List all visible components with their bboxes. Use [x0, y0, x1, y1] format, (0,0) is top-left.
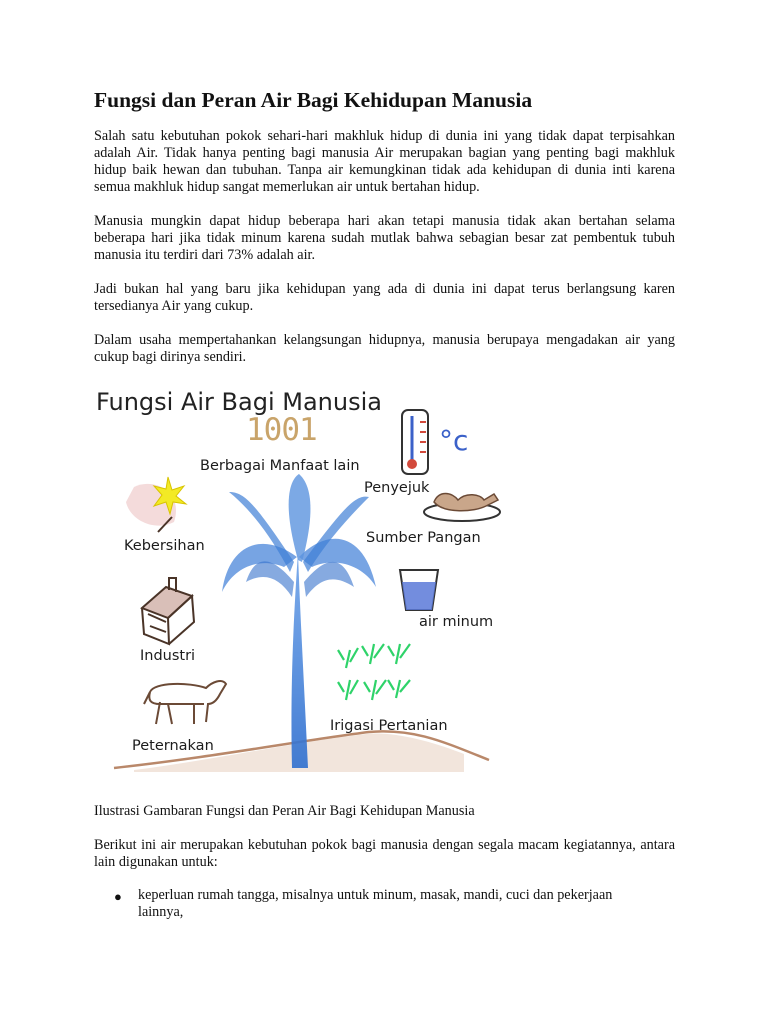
illustration-title: Fungsi Air Bagi Manusia [96, 388, 382, 416]
list-item [94, 887, 638, 921]
label-air-minum: air minum [419, 614, 494, 630]
paragraph-2: Manusia mungkin dapat hidup beberapa hari akan tetapi manusia tidak akan bertahan selama beberapa hari jika tidak minum karena sudah mutlak bahwa sebagian besar zat pembentuk tubuh manusia itu terdiri dari 73% adalah air. [94, 213, 675, 263]
sun-icon [126, 477, 186, 532]
illustration [94, 382, 506, 772]
celsius-unit: °c [439, 424, 469, 457]
list-item-text: keperluan rumah tangga, misalnya untuk minum, masak, mandi, cuci dan pekerjaan lainnya, [138, 887, 613, 920]
label-kebersihan: Kebersihan [124, 538, 205, 554]
plant-icon [338, 644, 410, 700]
thermometer-icon [402, 410, 428, 474]
label-penyejuk: Penyejuk [364, 480, 430, 496]
cow-icon [144, 681, 226, 724]
paragraph-3: Jadi bukan hal yang baru jika kehidupan yang ada di dunia ini dapat terus berlangsung karen tersedianya Air yang cukup. [94, 281, 675, 314]
page-title: Fungsi dan Peran Air Bagi Kehidupan Manusia [94, 88, 533, 112]
figure-caption: Ilustrasi Gambaran Fungsi dan Peran Air Bagi Kehidupan Manusia [94, 803, 475, 819]
label-sumber-pangan: Sumber Pangan [366, 530, 481, 546]
paragraph-4: Dalam usaha mempertahankan kelangsungan hidupnya, manusia berupaya mengadakan air yang cukup bagi dirinya sendiri. [94, 332, 675, 365]
bullet-list [94, 887, 675, 921]
label-industri: Industri [140, 648, 196, 664]
bullet-icon: ● [114, 889, 122, 904]
food-icon [424, 494, 500, 522]
house-icon [142, 578, 194, 644]
intro-paragraph: Berikut ini air merupakan kebutuhan pokok bagi manusia dengan segala macam kegiatannya, antara lain digunakan untuk: [94, 837, 675, 870]
water-glass-icon [400, 570, 438, 610]
label-irigasi: Irigasi Pertanian [330, 718, 448, 734]
paragraph-1: Salah satu kebutuhan pokok sehari-hari makhluk hidup di dunia ini yang tidak dapat terpisahkan adalah Air. Tidak hanya penting bagi manusia Air merupakan bagian yang penting bagi makhluk hidup baik hewan dan tubuhan. Tanpa air kemungkinan tidak ada kehidupan di dunia inti karena semua makhluk hidup sangat memerlukan air untuk bertahan hidup. [94, 128, 675, 195]
label-peternakan: Peternakan [132, 738, 214, 754]
illustration-number: 1001 [246, 412, 317, 448]
label-manfaat: Berbagai Manfaat lain [200, 458, 360, 474]
